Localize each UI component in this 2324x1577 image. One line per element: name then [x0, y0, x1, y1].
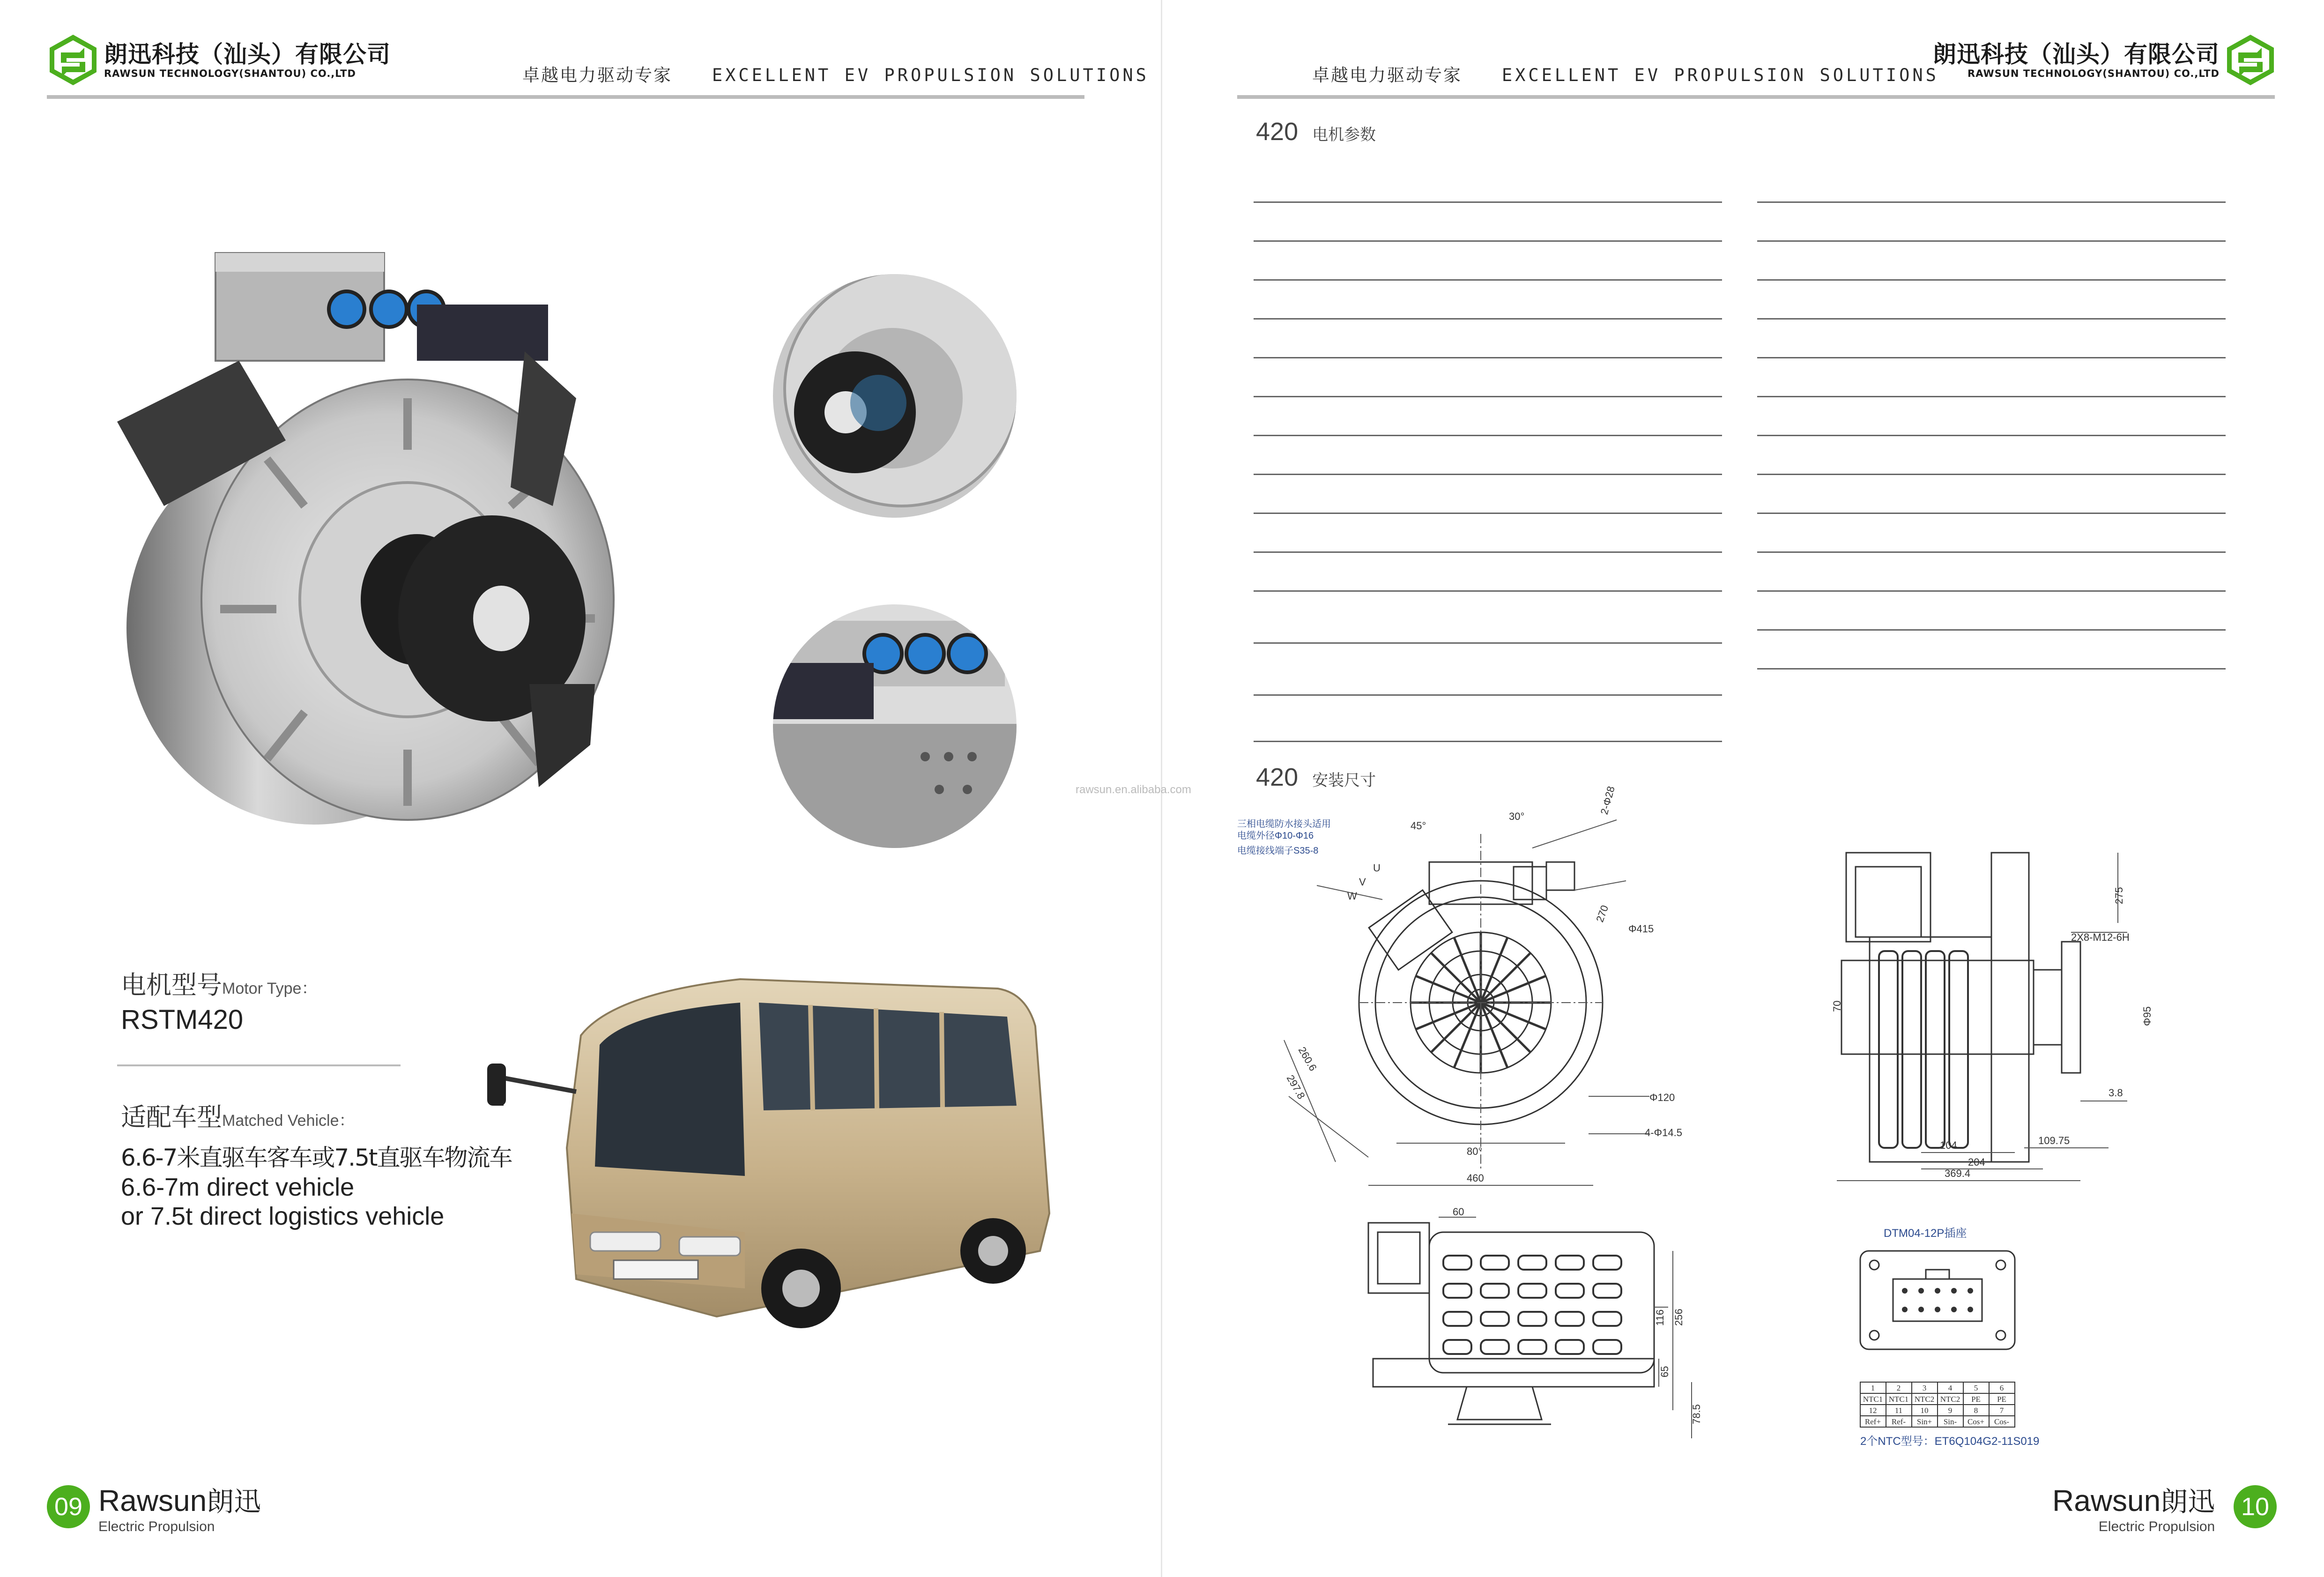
pin-cell: 10: [1920, 1406, 1929, 1415]
pin-cell: 4: [1948, 1384, 1953, 1392]
pin-cell: Sin-: [1943, 1417, 1957, 1426]
pin-cell: 9: [1948, 1406, 1953, 1415]
dims-section-label: 安装尺寸: [1312, 771, 1376, 790]
slogan-right: [1312, 61, 1939, 86]
pin-cell: NTC2: [1940, 1395, 1960, 1404]
spec-row: [1254, 242, 1722, 281]
vehicle-label-en: Matched Vehicle: [222, 1112, 339, 1130]
connector-drawing: [1856, 1223, 2071, 1452]
front-view-drawing: [1233, 785, 1724, 1199]
matched-vehicle-block: [121, 1097, 512, 1231]
brand-name-cn: 朗迅: [207, 1486, 261, 1517]
pin-cell: 1: [1871, 1384, 1875, 1392]
motor-type-colon: ：: [301, 980, 318, 997]
header-rule: [47, 95, 1084, 99]
spec-table-right: [1757, 173, 2226, 669]
pin-cell: PE: [1997, 1395, 2006, 1404]
spec-row: [1757, 320, 2226, 358]
connector-title: DTM04-12P插座: [1884, 1227, 1967, 1240]
spec-row: [1254, 436, 1722, 475]
cable-note-2: 电缆外径Φ10-Φ16: [1237, 831, 1314, 841]
spec-row: [1254, 320, 1722, 358]
spec-row: [1254, 358, 1722, 397]
dim-65: 65: [1659, 1366, 1671, 1377]
slogan: [522, 61, 1149, 86]
dim-78-5: 78.5: [1691, 1404, 1702, 1424]
spec-row: [1757, 242, 2226, 281]
brand-name: Rawsun: [98, 1484, 207, 1517]
pin-cell: 6: [1999, 1384, 2004, 1392]
company-name-cn-right: 朗迅科技（汕头）有限公司: [1933, 40, 2220, 68]
cable-note-3: 电缆接线端子S35-8: [1237, 846, 1319, 856]
spec-row: [1757, 173, 2226, 203]
pin-cell: NTC2: [1914, 1395, 1935, 1404]
brand-sub: Electric Propulsion: [98, 1519, 215, 1534]
spec-row: [1757, 436, 2226, 475]
dims-section-number: 420: [1256, 763, 1299, 791]
phase-u: U: [1373, 862, 1381, 874]
pin-cell: Ref+: [1864, 1417, 1881, 1426]
watermark: rawsun.en.alibaba.com: [1076, 783, 1191, 796]
params-section-label: 电机参数: [1312, 126, 1376, 144]
company-logo: [47, 34, 391, 86]
side-view-drawing: [1827, 839, 2183, 1195]
company-name-en: RAWSUN TECHNOLOGY(SHANTOU) CO.,LTD: [104, 68, 356, 79]
pin-cell: 5: [1974, 1384, 1978, 1392]
right-page: [1076, 0, 2324, 1577]
dim-270: 270: [1594, 903, 1611, 924]
spec-row: [1254, 203, 1722, 242]
dims-section-title: [1256, 763, 1376, 792]
spec-table-left: [1254, 173, 1722, 742]
brand-name-right: Rawsun: [2052, 1484, 2161, 1517]
motor-type-divider: [117, 1064, 401, 1066]
pin-cell: Ref-: [1891, 1417, 1906, 1426]
pin-cell: PE: [1971, 1395, 1981, 1404]
dim-3-8: 3.8: [2109, 1087, 2123, 1099]
spec-row: [1757, 358, 2226, 397]
vehicle-line-1: 6.6-7米直驱车客车或7.5t直驱车物流车: [121, 1144, 512, 1171]
spec-row: [1254, 281, 1722, 320]
pin-cell: NTC1: [1863, 1395, 1883, 1404]
cable-note-1: 三相电缆防水接头适用: [1237, 819, 1331, 829]
dim-phi415: Φ415: [1628, 923, 1654, 935]
rawsun-s-logo-icon: [47, 34, 99, 86]
footer-brand-right: [2052, 1480, 2215, 1535]
company-name-en-right: RAWSUN TECHNOLOGY(SHANTOU) CO.,LTD: [1968, 68, 2220, 79]
company-name-cn: 朗迅科技（汕头）有限公司: [104, 40, 391, 68]
vehicle-line-3: or 7.5t direct logistics vehicle: [121, 1202, 445, 1230]
footer-brand-left: [98, 1480, 261, 1535]
angle-80: 80°: [1467, 1146, 1483, 1157]
dim-116: 116: [1654, 1309, 1666, 1326]
motor-detail-photo-flange: [771, 272, 1019, 520]
minibus-photo: [520, 951, 1068, 1349]
pin-cell: 7: [1999, 1406, 2004, 1415]
pin-cell: Cos+: [1967, 1417, 1985, 1426]
angle-45: 45°: [1411, 820, 1426, 832]
dim-256: 256: [1673, 1309, 1685, 1326]
dim-2-phi28: 2-Φ28: [1598, 785, 1617, 816]
pin-cell: Cos-: [1994, 1417, 2010, 1426]
spec-row: [1757, 592, 2226, 631]
dim-297-8: 297.8: [1284, 1073, 1307, 1101]
motor-main-photo: [117, 244, 646, 829]
company-logo-right: [1933, 34, 2277, 86]
dim-104: 104: [1940, 1139, 1957, 1151]
spec-row: [1757, 475, 2226, 514]
vehicle-label-cn: 适配车型: [121, 1102, 222, 1132]
brand-name-cn-right: 朗迅: [2161, 1486, 2215, 1517]
header-rule-right: [1237, 95, 2275, 99]
page-number-10: 10: [2234, 1485, 2277, 1528]
phase-v: V: [1359, 876, 1366, 888]
slogan-cn-right: 卓越电力驱动专家: [1312, 65, 1462, 85]
pin-cell: NTC1: [1888, 1395, 1909, 1404]
spec-row: [1757, 514, 2226, 553]
dim-4-phi14-5: 4-Φ14.5: [1645, 1127, 1682, 1138]
spec-row: [1254, 514, 1722, 553]
dim-260-6: 260.6: [1296, 1045, 1319, 1073]
pin-cell: 2: [1896, 1384, 1901, 1392]
motor-type-label-cn: 电机型号: [121, 970, 222, 1000]
dim-70: 70: [1831, 1000, 1843, 1012]
spec-row: [1254, 553, 1722, 592]
slogan-cn: 卓越电力驱动专家: [522, 65, 672, 85]
motor-type-label-en: Motor Type: [222, 980, 302, 997]
dim-369-4: 369.4: [1945, 1168, 1971, 1179]
pin-cell: 3: [1922, 1384, 1927, 1392]
angle-30: 30°: [1509, 811, 1525, 822]
phase-w: W: [1347, 890, 1357, 902]
dim-109-75: 109.75: [2038, 1135, 2070, 1146]
spec-row: [1757, 281, 2226, 320]
pin-cell: 12: [1869, 1406, 1877, 1415]
pin-cell: Sin+: [1916, 1417, 1932, 1426]
pin-cell: 11: [1894, 1406, 1903, 1415]
brand-sub-right: Electric Propulsion: [2098, 1519, 2215, 1534]
spec-row: [1757, 553, 2226, 592]
vehicle-line-2: 6.6-7m direct vehicle: [121, 1173, 355, 1201]
dim-60: 60: [1453, 1206, 1464, 1218]
motor-model: RSTM420: [121, 1004, 244, 1035]
dim-m12: 2X8-M12-6H: [2071, 931, 2130, 943]
params-section-title: [1256, 117, 1376, 146]
spec-row: [1757, 397, 2226, 436]
spec-row: [1757, 631, 2226, 669]
slogan-en-right: EXCELLENT EV PROPULSION SOLUTIONS: [1501, 65, 1939, 85]
spec-row: [1254, 592, 1722, 644]
params-section-number: 420: [1256, 118, 1299, 146]
motor-type-block: [121, 965, 317, 1035]
motor-detail-photo-connectors: [771, 602, 1019, 850]
spec-row: [1254, 644, 1722, 696]
spec-row: [1254, 696, 1722, 742]
page-number-09: 09: [47, 1485, 90, 1528]
dim-204: 204: [1968, 1156, 1985, 1168]
spec-row: [1254, 173, 1722, 203]
vehicle-colon: ：: [339, 1112, 355, 1130]
dim-460: 460: [1467, 1172, 1484, 1184]
spec-row: [1757, 203, 2226, 242]
slogan-en: EXCELLENT EV PROPULSION SOLUTIONS: [712, 65, 1149, 85]
spec-row: [1254, 397, 1722, 436]
rawsun-s-logo-icon-right: [2224, 34, 2277, 86]
dim-275: 275: [2113, 887, 2125, 904]
dim-phi95: Φ95: [2141, 1006, 2153, 1026]
dim-phi120: Φ120: [1649, 1092, 1675, 1103]
spec-row: [1254, 475, 1722, 514]
top-view-drawing: [1364, 1204, 1701, 1457]
ntc-note: 2个NTC型号：ET6Q104G2-11S019: [1860, 1435, 2040, 1448]
pin-cell: 8: [1974, 1406, 1978, 1415]
